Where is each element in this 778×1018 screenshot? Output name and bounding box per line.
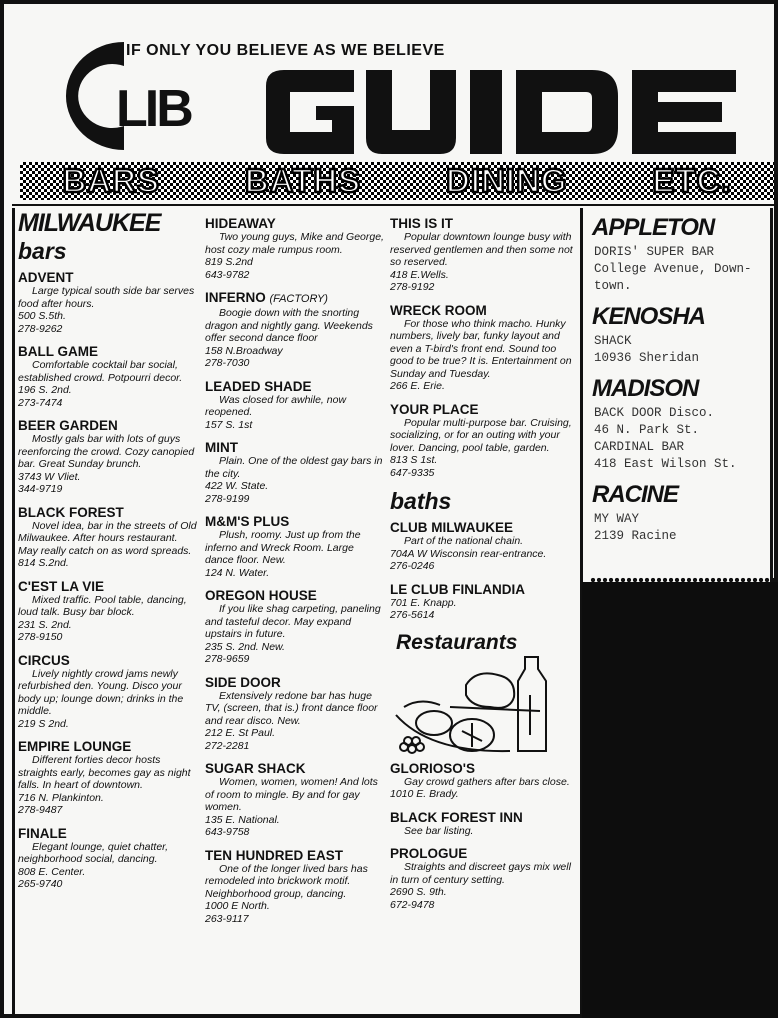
listing-name-text: CIRCUS: [18, 652, 70, 668]
listing-address: 814 S.2nd.: [18, 557, 69, 569]
listing-description: Part of the national chain.: [404, 535, 524, 547]
listing-address: 266 E. Erie.: [390, 380, 445, 392]
listing-phone: 278-9262: [18, 322, 63, 335]
bars-list-3: [390, 216, 580, 479]
restaurant-illustration-icon: [390, 655, 570, 755]
listing-entry: [390, 216, 580, 294]
listing-address: 813 S 1st.: [390, 454, 438, 466]
city-listing-line: 10936 Sheridan: [594, 351, 700, 365]
listing-name: [205, 379, 385, 394]
left-rule: [12, 208, 15, 1014]
listing-name-text: BLACK FOREST INN: [390, 809, 523, 825]
listing-phone: 278-9192: [390, 281, 435, 293]
city-listing: [594, 333, 772, 367]
listing-entry: [390, 810, 580, 838]
city-listing-line: SHACK: [594, 334, 632, 348]
restaurants-list: [390, 761, 580, 912]
listing-name-text: THIS IS IT: [390, 216, 454, 231]
bars-heading: bars: [18, 238, 67, 264]
listing-name-text: LE CLUB FINLANDIA: [390, 581, 525, 597]
listing-name: [390, 582, 580, 597]
listing-name-text: C'EST LA VIE: [18, 578, 104, 594]
listing-description: Large typical south side bar serves food after hours.: [18, 285, 195, 310]
listing-address: 422 W. State.: [205, 480, 269, 492]
listing-address: 158 N.Broadway: [205, 344, 283, 357]
listing-entry: [205, 588, 385, 666]
listing-description: Boogie down with the snorting dragon and nightly gang. Weekends offer second dance floor: [205, 307, 373, 344]
listing-name-text: PROLOGUE: [390, 846, 468, 861]
listing-address: 231 S. 2nd.: [18, 618, 72, 631]
listing-address: 1000 E North.: [205, 900, 270, 912]
listing-name-text: YOUR PLACE: [390, 401, 479, 417]
listing-name: [18, 270, 198, 285]
banner-bars: BARS: [62, 162, 160, 199]
listing-name: [205, 761, 385, 776]
listing-name: [18, 505, 198, 520]
listing-name: [205, 588, 385, 603]
listing-name: [18, 826, 198, 841]
city-listing: [594, 244, 772, 295]
city-listing: [594, 405, 772, 473]
listing-name: [390, 846, 580, 861]
listing-name-text: OREGON HOUSE: [205, 588, 317, 603]
bars-list-2: [205, 216, 385, 925]
listing-description: Mostly gals bar with lots of guys reenforcing the crowd. Cozy canopied bar. Great Sunday brunch.: [18, 433, 195, 470]
listing-address: 124 N. Water.: [205, 566, 270, 579]
city-listing-line: 2139 Racine: [594, 529, 677, 543]
listing-phone: 344-9719: [18, 483, 63, 495]
banner-baths: BATHS: [244, 162, 362, 199]
city-heading-milwaukee: MILWAUKEE: [18, 209, 161, 237]
listing-name: [205, 290, 385, 307]
listing-phone: 278-9199: [205, 492, 250, 505]
column-2: [205, 216, 385, 934]
listing-description: Lively nightly crowd jams newly refurbished den. Young. Disco your body up; lounge down; drinks in the middle.: [18, 667, 184, 717]
listing-description: Plush, roomy. Just up from the inferno and Wreck Room. Large dance floor. New.: [205, 529, 361, 566]
listing-address: 219 S 2nd.: [18, 717, 69, 730]
listing-description: Extensively redone bar has huge TV, (screen, that is.) front dance floor and rear disco. New.: [205, 689, 378, 727]
city-listing-line: CARDINAL BAR: [594, 440, 685, 454]
listing-entry: [18, 270, 198, 335]
column-3: [390, 216, 580, 920]
listing-name-text: WRECK ROOM: [390, 302, 487, 318]
listing-phone: 278-9150: [18, 631, 63, 643]
listing-entry: [390, 761, 580, 801]
listing-entry: [390, 520, 580, 573]
listing-address: 3743 W Vliet.: [18, 470, 81, 483]
baths-list: [390, 520, 580, 622]
listing-name: [390, 216, 580, 231]
listing-name: [205, 440, 385, 455]
listing-description: Comfortable cocktail bar social, established crowd. Potpourri decor.: [18, 359, 183, 384]
listing-name-text: MINT: [205, 440, 238, 455]
listing-phone: 647-9335: [390, 466, 435, 479]
listing-description: Two young guys, Mike and George, host cozy male rumpus room.: [205, 231, 384, 256]
column-1: [18, 210, 198, 900]
listing-name-text: CLUB MILWAUKEE: [390, 520, 513, 535]
listing-entry: [18, 579, 198, 644]
restaurants-heading: Restaurants: [396, 630, 518, 654]
listing-entry: [205, 440, 385, 505]
listing-entry: [205, 379, 385, 432]
listing-name-text: INFERNO: [205, 290, 266, 305]
listing-entry: [205, 761, 385, 839]
listing-name-text: BALL GAME: [18, 344, 98, 359]
listing-description: Different forties decor hosts straights early, becomes gay as night falls. In heart of downtown.: [18, 754, 191, 791]
baths-heading: baths: [390, 488, 452, 514]
listing-address: 701 E. Knapp.: [390, 596, 457, 609]
listing-description: See bar listing.: [404, 824, 474, 837]
listing-entry: [18, 739, 198, 817]
city-heading: APPLETON: [592, 214, 715, 241]
listing-name-text: FINALE: [18, 825, 67, 841]
listing-entry: [18, 418, 198, 496]
listing-address: 716 N. Plankinton.: [18, 791, 104, 804]
city-heading: MADISON: [592, 375, 699, 402]
listing-name: [390, 402, 580, 417]
listing-phone: 278-9659: [205, 653, 250, 665]
city-heading: RACINE: [592, 481, 679, 508]
listing-name-text: SUGAR SHACK: [205, 761, 306, 776]
listing-address: 2690 S. 9th.: [390, 886, 447, 898]
listing-name: [18, 739, 198, 754]
listing-subtitle: (FACTORY): [269, 293, 328, 305]
listing-phone: 272-2281: [205, 739, 250, 752]
listing-description: If you like shag carpeting, paneling and tasteful decor. May expand upstairs in future.: [205, 603, 381, 640]
guide-logo-word: [262, 66, 740, 158]
city-listing-line: town.: [594, 279, 632, 293]
listing-phone: 263-9117: [205, 912, 249, 925]
listing-address: 808 E. Center.: [18, 865, 86, 878]
city-listing: [594, 511, 772, 545]
listing-entry: [390, 582, 580, 622]
listing-address: 704A W Wisconsin rear-entrance.: [390, 547, 547, 560]
listing-description: One of the longer lived bars has remodeled into brickwork motif. Neighborhood group, dancing.: [205, 862, 368, 900]
listing-name: [18, 579, 198, 594]
listing-name: [205, 514, 385, 529]
top-rule: [12, 204, 774, 206]
listing-entry: [205, 675, 385, 753]
listing-description: Popular multi-purpose bar. Cruising, socializing, or for an outing with your lover. Dancing, pool table, garden.: [390, 416, 572, 454]
listing-name-text: TEN HUNDRED EAST: [205, 847, 344, 863]
listing-phone: 278-7030: [205, 357, 250, 369]
listing-address: 157 S. 1st: [205, 418, 253, 431]
banner-etc: ETC.: [652, 162, 732, 199]
tagline: IF ONLY YOU BELIEVE AS WE BELIEVE: [126, 42, 445, 59]
listing-entry: [205, 290, 385, 370]
blank-area: [582, 582, 778, 1018]
listing-name-text: SIDE DOOR: [205, 674, 281, 690]
listing-entry: [18, 505, 198, 570]
listing-description: Elegant lounge, quiet chatter, neighborhood social, dancing.: [18, 840, 169, 865]
listing-phone: 276-5614: [390, 609, 435, 621]
listing-address: 819 S.2nd: [205, 256, 253, 268]
listing-name: [390, 761, 580, 776]
listing-entry: [205, 216, 385, 281]
listing-phone: 265-9740: [18, 878, 63, 890]
listing-name: [205, 848, 385, 863]
listing-name: [390, 303, 580, 318]
listing-description: Mixed traffic. Pool table, dancing, loud talk. Busy bar block.: [18, 593, 187, 618]
listing-description: Novel idea, bar in the streets of Old Milwaukee. After hours restaurant. May really catch on as word spreads.: [18, 519, 197, 557]
listing-entry: [205, 848, 385, 926]
city-listing-line: College Avenue, Down-: [594, 262, 752, 276]
city-listing-line: 46 N. Park St.: [594, 423, 700, 437]
listing-entry: [390, 303, 580, 393]
city-listing-line: 418 East Wilson St.: [594, 457, 737, 471]
listing-name: [205, 216, 385, 231]
listing-description: For those who think macho. Hunky numbers, lively bar, funky layout and even a T-bird's front end. Sound too good to be true? It is. Entertainment on Sunday and Tuesday.: [390, 317, 572, 380]
section-banner: [20, 162, 774, 200]
city-listing-line: DORIS' SUPER BAR: [594, 245, 715, 259]
listing-name-text: BLACK FOREST: [18, 504, 124, 520]
listing-name: [18, 344, 198, 359]
listing-address: 196 S. 2nd.: [18, 384, 72, 396]
listing-name-text: ADVENT: [18, 270, 74, 285]
listing-description: Plain. One of the oldest gay bars in the city.: [205, 455, 383, 480]
listing-name: [205, 675, 385, 690]
city-listing-line: BACK DOOR Disco.: [594, 406, 715, 420]
listing-entry: [205, 514, 385, 579]
listing-name: [390, 810, 580, 825]
listing-name-text: LEADED SHADE: [205, 378, 312, 394]
listing-entry: [18, 344, 198, 409]
listing-phone: 273-7474: [18, 396, 63, 409]
listing-name-text: EMPIRE LOUNGE: [18, 739, 132, 754]
listing-description: Women, women, women! And lots of room to mingle. By and for gay women.: [205, 776, 378, 813]
listing-phone: 643-9782: [205, 268, 250, 281]
listing-name: [18, 418, 198, 433]
listing-address: 500 S.5th.: [18, 310, 66, 322]
listing-phone: 643-9758: [205, 826, 250, 838]
listing-address: 235 S. 2nd. New.: [205, 640, 285, 653]
listing-name-text: GLORIOSO'S: [390, 760, 475, 776]
listing-entry: [18, 826, 198, 891]
listing-phone: 276-0246: [390, 560, 435, 572]
listing-description: Popular downtown lounge busy with reserved gentlemen and then some not so reserved.: [390, 231, 573, 268]
listing-entry: [390, 402, 580, 480]
listing-description: Gay crowd gathers after bars close.: [404, 775, 570, 788]
listing-address: 212 E. St Paul.: [205, 727, 276, 739]
listing-name: [18, 653, 198, 668]
listing-entry: [18, 653, 198, 731]
listing-name: [390, 520, 580, 535]
listing-entry: [390, 846, 580, 911]
banner-dining: DINING: [445, 162, 568, 199]
city-listing-line: MY WAY: [594, 512, 640, 526]
listing-description: Was closed for awhile, now reopened.: [205, 393, 347, 418]
city-heading: KENOSHA: [592, 303, 706, 330]
listing-phone: 278-9487: [18, 804, 63, 816]
listing-address: 418 E.Wells.: [390, 268, 449, 281]
listing-address: 1010 E. Brady.: [390, 788, 459, 800]
listing-name-text: BEER GARDEN: [18, 418, 118, 433]
other-cities-panel: [592, 210, 772, 553]
bars-list-1: [18, 270, 198, 891]
listing-name-text: M&M'S PLUS: [205, 514, 290, 529]
svg-text:LIB: LIB: [116, 80, 191, 138]
listing-address: 135 E. National.: [205, 813, 280, 826]
listing-phone: 672-9478: [390, 898, 435, 911]
listing-description: Straights and discreet gays mix well in turn of century setting.: [390, 861, 571, 886]
listing-name-text: HIDEAWAY: [205, 216, 276, 231]
